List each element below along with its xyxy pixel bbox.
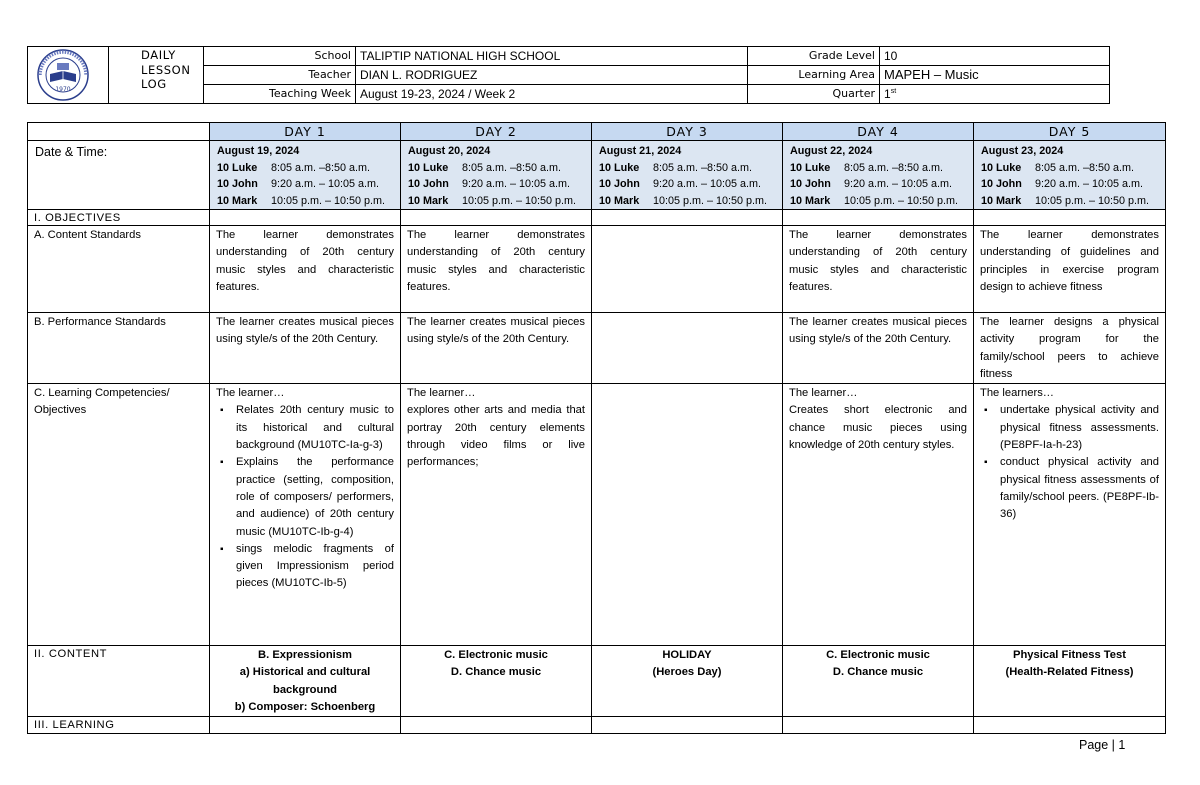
quarter-suffix: st <box>890 88 897 95</box>
schedule-line <box>981 160 1162 177</box>
content-row <box>28 646 1166 717</box>
day-4-content <box>783 646 974 717</box>
section-name: 10 Mark <box>217 194 258 207</box>
competency-intro: The learner… <box>407 387 476 400</box>
competency-intro: The learner… <box>216 387 285 400</box>
content-line: C. Electronic music <box>444 649 548 662</box>
content-standards-row <box>28 226 1166 313</box>
content-line: a) Historical and cultural background <box>239 666 371 696</box>
day-2-date: August 20, 2024 <box>408 145 491 157</box>
day-5-header: DAY 5 <box>974 123 1166 141</box>
section-time: 8:05 a.m. –8:50 a.m. <box>844 161 944 174</box>
schedule-line <box>599 160 779 177</box>
header-row-school <box>204 47 1109 66</box>
day-3-performance-standard <box>592 313 783 384</box>
content-line: b) Composer: Schoenberg <box>234 701 376 714</box>
grade-level-value: 10 <box>884 49 898 63</box>
schedule-line <box>217 160 397 177</box>
learning-area-value: MAPEH – Music <box>884 67 979 82</box>
list-item: ▪ conduct physical activity and physical fitness assessments of family/school peers. (PE8PF-Ib-36) <box>1000 454 1159 523</box>
header-row-teacher <box>204 66 1109 85</box>
schedule-line <box>981 193 1162 210</box>
list-item: ▪ Relates 20th century music to its historical and cultural background (MU10TC-Ia-g-3) <box>236 402 394 454</box>
day-2-competencies <box>401 384 592 646</box>
section-time: 8:05 a.m. –8:50 a.m. <box>1035 161 1135 174</box>
section-time: 9:20 a.m. – 10:05 a.m. <box>271 178 380 190</box>
section-name: 10 Mark <box>599 194 640 207</box>
list-item: ▪ sings melodic fragments of given Impressionism period pieces (MU10TC-Ib-5) <box>236 541 394 593</box>
competency-text: explores other arts and media that portray 20th century elements through video films or live performances; <box>407 404 585 469</box>
date-time-row <box>28 141 1166 210</box>
title-line-1: DAILY <box>141 48 176 62</box>
teacher-label: Teacher <box>204 66 356 84</box>
content-line: HOLIDAY <box>662 649 712 662</box>
schedule-line <box>408 160 588 177</box>
empty-cell <box>401 717 592 734</box>
quarter-value <box>880 85 1109 104</box>
day-4-date: August 22, 2024 <box>790 145 873 157</box>
content-line: (Health-Related Fitness) <box>1005 666 1134 679</box>
content-label: II. CONTENT <box>28 646 210 717</box>
day-1-content-standard: The learner demonstrates understanding of 20th century music styles and characteristic features. <box>210 226 401 313</box>
day-4-performance-standard: The learner creates musical pieces using style/s of the 20th Century. <box>783 313 974 384</box>
section-name: 10 Mark <box>790 194 831 207</box>
learning-row <box>28 717 1166 734</box>
section-name: 10 John <box>599 178 640 190</box>
school-value: TALIPTIP NATIONAL HIGH SCHOOL <box>356 47 748 65</box>
content-line: (Heroes Day) <box>652 666 722 679</box>
objectives-row <box>28 210 1166 226</box>
day-2-content-standard: The learner demonstrates understanding of 20th century music styles and characteristic features. <box>401 226 592 313</box>
learning-area-label: Learning Area <box>748 66 880 84</box>
day-3-content <box>592 646 783 717</box>
teaching-week-value: August 19-23, 2024 / Week 2 <box>356 85 748 104</box>
section-name: 10 Luke <box>599 161 640 174</box>
day-header-row <box>28 123 1166 141</box>
section-time: 9:20 a.m. – 10:05 a.m. <box>844 178 953 190</box>
section-time: 8:05 a.m. –8:50 a.m. <box>653 161 753 174</box>
day-5-content-standard: The learner demonstrates understanding of guidelines and principles in exercise program design to achieve fitness <box>974 226 1166 313</box>
content-line: D. Chance music <box>450 666 542 679</box>
content-line: Physical Fitness Test <box>1013 649 1126 662</box>
logo-year: 1970 <box>55 86 71 93</box>
schedule-line <box>408 193 588 210</box>
document-title <box>108 47 204 103</box>
schedule-line <box>408 176 588 193</box>
day-4-content-standard: The learner demonstrates understanding of 20th century music styles and characteristic features. <box>783 226 974 313</box>
schedule-line <box>599 176 779 193</box>
empty-cell <box>974 210 1166 226</box>
empty-cell <box>592 717 783 734</box>
day-2-header: DAY 2 <box>401 123 592 141</box>
performance-standards-row <box>28 313 1166 384</box>
section-name: 10 Luke <box>408 161 449 174</box>
section-name: 10 John <box>408 178 449 190</box>
schedule-line <box>981 176 1162 193</box>
day-3-competencies <box>592 384 783 646</box>
day-3-schedule <box>592 141 783 210</box>
section-time: 8:05 a.m. –8:50 a.m. <box>462 161 562 174</box>
section-name: 10 Luke <box>981 161 1022 174</box>
day-header-blank <box>28 123 210 141</box>
schedule-line <box>790 193 970 210</box>
section-name: 10 Mark <box>408 194 449 207</box>
lesson-plan-table <box>27 122 1166 734</box>
section-time: 9:20 a.m. – 10:05 a.m. <box>1035 178 1144 190</box>
empty-cell <box>401 210 592 226</box>
date-time-label: Date & Time: <box>28 141 210 210</box>
day-1-schedule <box>210 141 401 210</box>
empty-cell <box>210 717 401 734</box>
empty-cell <box>974 717 1166 734</box>
school-seal-logo <box>37 49 89 101</box>
day-3-header: DAY 3 <box>592 123 783 141</box>
competency-intro: The learner… <box>789 387 858 400</box>
section-name: 10 Luke <box>790 161 831 174</box>
schedule-line <box>217 176 397 193</box>
day-3-date: August 21, 2024 <box>599 145 682 157</box>
list-item: ▪ undertake physical activity and physical fitness assessments. (PE8PF-Ia-h-23) <box>1000 402 1159 454</box>
day-1-performance-standard: The learner creates musical pieces using style/s of the 20th Century. <box>210 313 401 384</box>
list-item: ▪ Explains the performance practice (setting, composition, role of composers/ performers, and audience) of 20th century music (MU10TC-Ib-g-4) <box>236 454 394 540</box>
empty-cell <box>783 717 974 734</box>
school-logo-box <box>28 47 108 103</box>
quarter-number: 1 <box>884 87 891 101</box>
section-name: 10 John <box>981 178 1022 190</box>
competencies-row <box>28 384 1166 646</box>
competency-list <box>216 402 394 592</box>
lesson-log-header <box>27 46 1110 104</box>
grade-level-label: Grade Level <box>748 47 880 65</box>
content-line: B. Expressionism <box>258 649 352 662</box>
schedule-line <box>599 193 779 210</box>
day-2-content <box>401 646 592 717</box>
day-5-performance-standard: The learner designs a physical activity program for the family/school peers to achieve fitness <box>974 313 1166 384</box>
section-name: 10 John <box>790 178 831 190</box>
day-4-header: DAY 4 <box>783 123 974 141</box>
competency-intro: The learners… <box>980 387 1054 400</box>
objectives-label: I. OBJECTIVES <box>28 210 210 226</box>
empty-cell <box>783 210 974 226</box>
teacher-value: DIAN L. RODRIGUEZ <box>356 66 748 84</box>
section-time: 10:05 p.m. – 10:50 p.m. <box>271 194 386 207</box>
day-2-schedule <box>401 141 592 210</box>
competency-text: Creates short electronic and chance music pieces using knowledge of 20th century styles. <box>789 404 967 452</box>
section-time: 9:20 a.m. – 10:05 a.m. <box>653 178 762 190</box>
empty-cell <box>210 210 401 226</box>
section-time: 10:05 p.m. – 10:50 p.m. <box>844 194 959 207</box>
performance-standards-label: B. Performance Standards <box>28 313 210 384</box>
schedule-line <box>790 160 970 177</box>
content-line: C. Electronic music <box>826 649 930 662</box>
empty-cell <box>592 210 783 226</box>
competencies-label: C. Learning Competencies/ Objectives <box>28 384 210 646</box>
learning-label: III. LEARNING <box>28 717 210 734</box>
day-5-competencies <box>974 384 1166 646</box>
title-line-3: LOG <box>141 77 167 91</box>
day-4-competencies <box>783 384 974 646</box>
section-time: 10:05 p.m. – 10:50 p.m. <box>653 194 768 207</box>
day-5-content <box>974 646 1166 717</box>
day-2-performance-standard: The learner creates musical pieces using style/s of the 20th Century. <box>401 313 592 384</box>
section-name: 10 Luke <box>217 161 258 174</box>
section-name: 10 Mark <box>981 194 1022 207</box>
day-1-competencies <box>210 384 401 646</box>
quarter-label: Quarter <box>748 85 880 104</box>
page-number: Page | 1 <box>1079 738 1126 752</box>
day-3-content-standard <box>592 226 783 313</box>
day-1-date: August 19, 2024 <box>217 145 300 157</box>
teaching-week-label: Teaching Week <box>204 85 356 104</box>
content-line: D. Chance music <box>832 666 924 679</box>
day-1-content <box>210 646 401 717</box>
section-time: 8:05 a.m. –8:50 a.m. <box>271 161 371 174</box>
content-standards-label: A. Content Standards <box>28 226 210 313</box>
section-time: 10:05 p.m. – 10:50 p.m. <box>1035 194 1150 207</box>
day-1-header: DAY 1 <box>210 123 401 141</box>
schedule-line <box>217 193 397 210</box>
day-4-schedule <box>783 141 974 210</box>
section-time: 10:05 p.m. – 10:50 p.m. <box>462 194 577 207</box>
school-label: School <box>204 47 356 65</box>
title-line-2: LESSON <box>141 62 191 77</box>
schedule-line <box>790 176 970 193</box>
day-5-schedule <box>974 141 1166 210</box>
section-time: 9:20 a.m. – 10:05 a.m. <box>462 178 571 190</box>
day-5-date: August 23, 2024 <box>981 145 1064 157</box>
competency-list <box>980 402 1159 523</box>
header-row-week <box>204 85 1109 104</box>
section-name: 10 John <box>217 178 258 190</box>
